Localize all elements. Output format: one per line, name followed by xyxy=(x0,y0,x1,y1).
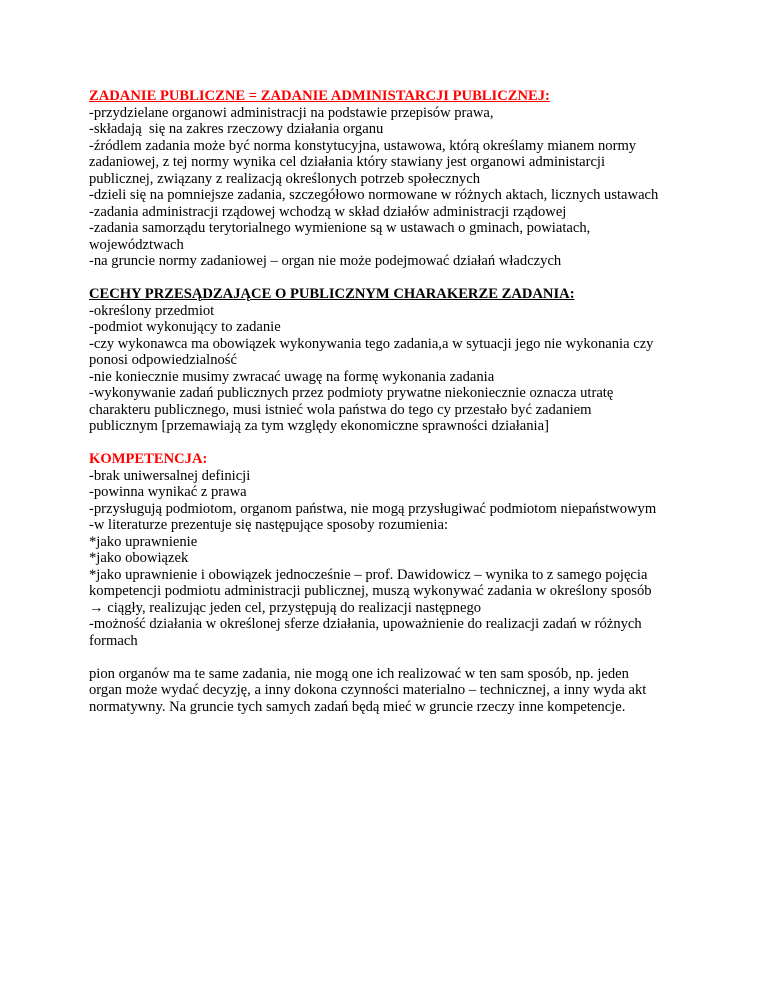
text-line: → ciągły, realizując jeden cel, przystępują do realizacji następnego xyxy=(89,599,482,616)
text-line: normatywny. Na gruncie tych samych zadań będą mieć w gruncie rzeczy inne kompetencje. xyxy=(89,698,626,715)
text-line: ponosi odpowiedzialność xyxy=(89,352,237,368)
text-line: -w literaturze prezentuje się następujące sposoby rozumienia: xyxy=(89,517,449,533)
section-kompetencja xyxy=(89,451,689,649)
text-line: -dzieli się na pomniejsze zadania, szczegółowo normowane w różnych aktach, licznych ustawach xyxy=(89,187,659,203)
text-line: -przydzielane organowi administracji na podstawie przepisów prawa, xyxy=(89,104,494,121)
text-line: pion organów ma te same zadania, nie mogą one ich realizować w ten sam sposób, np. jeden xyxy=(89,665,629,682)
text-line: publicznej, związany z realizacją określonych potrzeb społecznych xyxy=(89,170,481,187)
text-line: *jako uprawnienie i obowiązek jednocześnie – prof. Dawidowicz – wynika to z samego pojęcia xyxy=(89,566,648,583)
text-line: zadaniowej, z tej normy wynika cel działania który stawiany jest organowi administarcji xyxy=(89,154,606,170)
text-line: -czy wykonawca ma obowiązek wykonywania tego zadania,a w sytuacji jego nie wykonania czy xyxy=(89,335,654,352)
paragraph-gap xyxy=(89,649,689,666)
text-line: -powinna wynikać z prawa xyxy=(89,484,247,500)
text-line: *jako uprawnienie xyxy=(89,533,198,550)
text-line: kompetencji podmiotu administracji publicznej, muszą wykonywać zadania w określony sposób xyxy=(89,583,652,599)
paragraph-gap xyxy=(89,270,689,287)
text-line: organ może wydać decyzję, a inny dokona czynności materialno – technicznej, a inny wyda akt xyxy=(89,682,647,698)
heading-zadanie-publiczne: ZADANIE PUBLICZNE = ZADANIE ADMINISTARCJI PUBLICZNEJ: xyxy=(89,88,550,104)
closing-paragraph xyxy=(89,666,689,716)
text-line: -określony przedmiot xyxy=(89,302,215,319)
text-line: -podmiot wykonujący to zadanie xyxy=(89,319,281,335)
text-line: -zadania administracji rządowej wchodzą w skład działów administracji rządowej xyxy=(89,203,567,220)
text-line: -możność działania w określonej sferze działania, upoważnienie do realizacji zadań w różnych xyxy=(89,616,642,632)
text-line: -składają się na zakres rzeczowy działania organu xyxy=(89,121,384,137)
text-line: -nie koniecznie musimy zwracać uwagę na formę wykonania zadania xyxy=(89,368,495,385)
text-line: charakteru publicznego, musi istnieć wola państwa do tego cy przestało być zadaniem xyxy=(89,401,592,418)
text-line: *jako obowiązek xyxy=(89,550,189,566)
document-page xyxy=(89,88,689,715)
section-cechy xyxy=(89,286,689,435)
text-line: publicznym [przemawiają za tym względy ekonomiczne sprawności działania] xyxy=(89,418,549,434)
heading-kompetencja: KOMPETENCJA: xyxy=(89,451,208,467)
heading-cechy: CECHY PRZESĄDZAJĄCE O PUBLICZNYM CHARAKERZE ZADANIA: xyxy=(89,286,575,302)
paragraph-gap xyxy=(89,435,689,452)
text-line: -źródlem zadania może być norma konstytucyjna, ustawowa, którą określamy mianem normy xyxy=(89,137,637,154)
text-line: -na gruncie normy zadaniowej – organ nie może podejmować działań władczych xyxy=(89,253,562,269)
text-line: -brak uniwersalnej definicji xyxy=(89,467,251,484)
text-line: -zadania samorządu terytorialnego wymienione są w ustawach o gminach, powiatach, xyxy=(89,220,591,236)
text-line: formach xyxy=(89,632,138,649)
text-line: -wykonywanie zadań publicznych przez podmioty prywatne niekoniecznie oznacza utratę xyxy=(89,385,614,401)
section-zadanie-publiczne xyxy=(89,88,689,270)
text-line: -przysługują podmiotom, organom państwa, nie mogą przysługiwać podmiotom niepaństwowym xyxy=(89,500,657,517)
text-line: województwach xyxy=(89,236,184,253)
